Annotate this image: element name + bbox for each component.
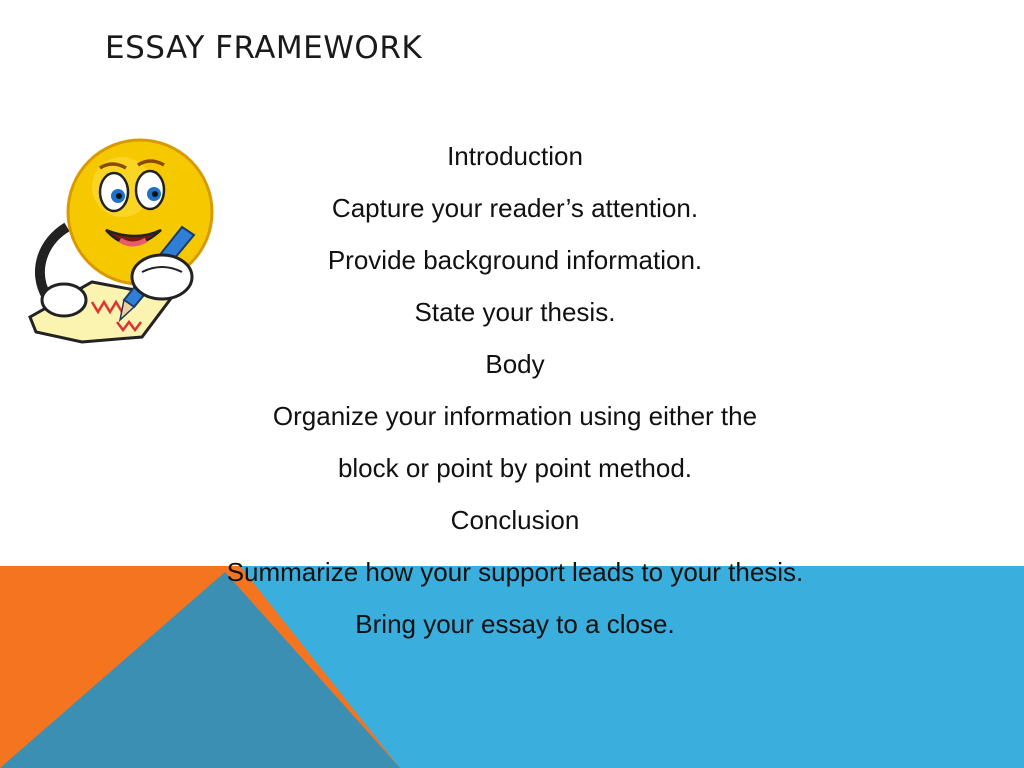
intro-point-2: Provide background information. xyxy=(327,245,703,275)
intro-point-3: State your thesis. xyxy=(414,297,616,327)
section-heading-introduction: Introduction xyxy=(447,141,583,171)
section-heading-body: Body xyxy=(485,349,545,379)
body-point-1: Organize your information using either the xyxy=(272,401,758,431)
section-heading-conclusion: Conclusion xyxy=(450,505,580,535)
body-point-2: block or point by point method. xyxy=(337,453,693,483)
intro-point-1: Capture your reader’s attention. xyxy=(331,193,699,223)
slide-title: ESSAY FRAMEWORK xyxy=(105,30,423,66)
conclusion-point-1: Summarize how your support leads to your thesis. xyxy=(226,557,804,587)
essay-outline xyxy=(140,133,890,653)
conclusion-point-2: Bring your essay to a close. xyxy=(355,609,675,639)
